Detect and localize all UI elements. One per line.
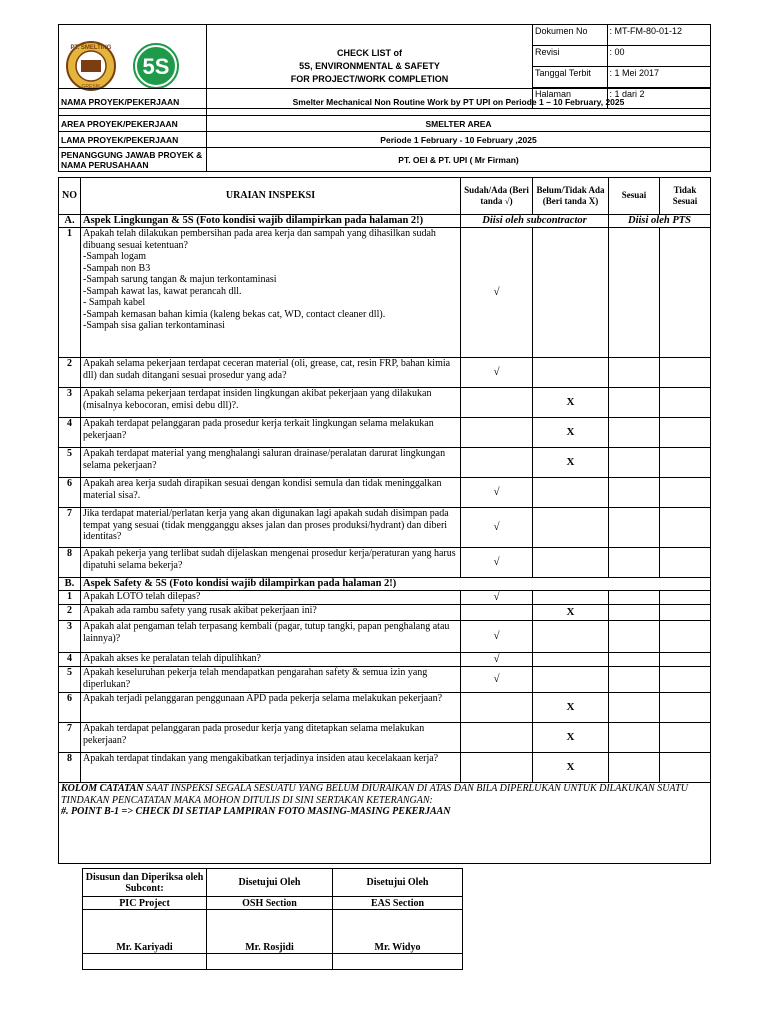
- sesuai-cell[interactable]: [609, 228, 660, 358]
- item-description: Apakah terdapat pelanggaran pada prosedur kerja terkait lingkungan selama melakukan pekerjaan?: [81, 418, 461, 448]
- table-row: [59, 693, 711, 723]
- notes-point: #. POINT B-1 => CHECK DI SETIAP LAMPIRAN FOTO MASING-MASING PEKERJAAN: [61, 806, 451, 817]
- item-description: Apakah telah dilakukan pembersihan pada area kerja dan sampah yang dihasilkan sudah dibuang sesuai ketentuan? -Sampah logam -Sampah non B3 -Sampah sarung tangan & majun terkontaminasi -Sampah kawat las, kawat perancah dll. - Sampah kabel -Sampah kemasan bahan kimia (kaleng bekas cat, WD, contact cleaner dll). -Sampah sisa galian terkontaminasi: [81, 228, 461, 358]
- table-row: [59, 508, 711, 548]
- project-name-value: Smelter Mechanical Non Routine Work by PT UPI on Periode 1 – 10 February, 2025: [207, 89, 711, 116]
- item-number: 3: [59, 388, 81, 418]
- item-description: Apakah area kerja sudah dirapikan sesuai dengan kondisi semula dan tidak meninggalkan material sisa?.: [81, 478, 461, 508]
- notes-lead: KOLOM CATATAN: [61, 783, 144, 794]
- belum-mark-cell[interactable]: [533, 228, 609, 358]
- col-header-belum: Belum/Tidak Ada (Beri tanda X): [533, 178, 609, 215]
- sesuai-cell[interactable]: [609, 621, 660, 653]
- issue-date-label: Tanggal Terbit: [533, 67, 607, 88]
- project-name-label: NAMA PROYEK/PEKERJAAN: [59, 89, 207, 116]
- sudah-mark-cell[interactable]: [461, 605, 533, 621]
- sig-col3-date[interactable]: [333, 954, 463, 970]
- item-number: 3: [59, 621, 81, 653]
- table-row: [59, 591, 711, 605]
- item-number: 5: [59, 667, 81, 693]
- item-description: Apakah selama pekerjaan terdapat insiden lingkungan akibat pekerjaan yang dilakukan (misalnya kebocoran, emisi debu dll)?.: [81, 388, 461, 418]
- col-header-no: NO: [59, 178, 81, 215]
- table-row: [59, 605, 711, 621]
- item-number: 6: [59, 693, 81, 723]
- tidak-sesuai-cell[interactable]: [660, 448, 711, 478]
- table-row: [59, 621, 711, 653]
- sudah-mark-cell[interactable]: √: [461, 508, 533, 548]
- section-a-letter: A.: [59, 215, 81, 228]
- tidak-sesuai-cell[interactable]: [660, 723, 711, 753]
- sudah-mark-cell[interactable]: √: [461, 591, 533, 605]
- sesuai-cell[interactable]: [609, 605, 660, 621]
- sesuai-cell[interactable]: [609, 723, 660, 753]
- item-number: 7: [59, 508, 81, 548]
- sig-col1-date[interactable]: [83, 954, 207, 970]
- item-number: 7: [59, 723, 81, 753]
- item-description: Apakah terdapat material yang menghalangi saluran drainase/peralatan darurat lingkungan selama pekerjaan?: [81, 448, 461, 478]
- item-description: Apakah pekerja yang terlibat sudah dijelaskan mengenai prosedur kerja/peraturan yang harus dipatuhi selama bekerja?: [81, 548, 461, 578]
- belum-mark-cell[interactable]: X: [533, 605, 609, 621]
- tidak-sesuai-cell[interactable]: [660, 753, 711, 783]
- sudah-mark-cell[interactable]: √: [461, 653, 533, 667]
- sig-col3-name[interactable]: Mr. Widyo: [333, 910, 463, 954]
- table-row: [59, 667, 711, 693]
- page-value: : 1 dari 2: [609, 89, 645, 99]
- svg-text:PT. SMELTING: PT. SMELTING: [70, 44, 112, 51]
- belum-mark-cell[interactable]: [533, 508, 609, 548]
- sig-col2-role: OSH Section: [207, 897, 333, 910]
- section-b-header: [59, 578, 711, 591]
- sig-col3-header: Disetujui Oleh: [333, 869, 463, 897]
- title-line-3: FOR PROJECT/WORK COMPLETION: [290, 74, 449, 84]
- item-description: Apakah selama pekerjaan terdapat ceceran material (oli, grease, cat, resin FRP, bahan kimia dll) dan sudah ditangani sesuai prosedur yang ada?: [81, 358, 461, 388]
- signature-table: [82, 868, 463, 970]
- sudah-mark-cell[interactable]: [461, 723, 533, 753]
- sudah-mark-cell[interactable]: √: [461, 228, 533, 358]
- tidak-sesuai-cell[interactable]: [660, 418, 711, 448]
- sig-col2-header: Disetujui Oleh: [207, 869, 333, 897]
- table-header-row: [59, 178, 711, 215]
- table-row: [59, 388, 711, 418]
- item-number: 8: [59, 548, 81, 578]
- project-duration-value: Periode 1 February - 10 February ,2025: [207, 132, 711, 148]
- item-number: 8: [59, 753, 81, 783]
- sesuai-cell[interactable]: [609, 388, 660, 418]
- sig-col2-name[interactable]: Mr. Rosjidi: [207, 910, 333, 954]
- table-row: [59, 418, 711, 448]
- sesuai-cell[interactable]: [609, 548, 660, 578]
- belum-mark-cell[interactable]: X: [533, 388, 609, 418]
- notes-text: SAAT INSPEKSI SEGALA SESUATU YANG BELUM DIURAIKAN DI ATAS DAN BILA DIPERLUKAN UNTUK DILAKUKAN SUATU TINDAKAN PENCATATAN MAKA MOHON DITULIS DI SINI SERTAKAN KETERANGAN:: [61, 783, 688, 806]
- revision-value: : 00: [607, 46, 710, 67]
- item-description: Apakah terdapat tindakan yang mengakibatkan terjadinya insiden atau kecelakaan kerja?: [81, 753, 461, 783]
- table-row: [59, 653, 711, 667]
- sudah-mark-cell[interactable]: √: [461, 548, 533, 578]
- col-header-sesuai: Sesuai: [609, 178, 660, 215]
- item-description: Apakah ada rambu safety yang rusak akibat pekerjaan ini?: [81, 605, 461, 621]
- item-number: 2: [59, 605, 81, 621]
- inspection-table: [58, 177, 711, 864]
- item-number: 1: [59, 228, 81, 358]
- project-duration-label: LAMA PROYEK/PEKERJAAN: [59, 132, 207, 148]
- item-description: Apakah keseluruhan pekerja telah mendapatkan pengarahan safety & semua izin yang diperlukan?: [81, 667, 461, 693]
- section-a-header: [59, 215, 711, 228]
- sudah-mark-cell[interactable]: [461, 448, 533, 478]
- table-row: [59, 358, 711, 388]
- table-row: [59, 723, 711, 753]
- sesuai-cell[interactable]: [609, 667, 660, 693]
- item-description: Apakah alat pengaman telah terpasang kembali (pagar, tutup tangki, papan penghalang atau lainnya)?: [81, 621, 461, 653]
- sesuai-cell[interactable]: [609, 591, 660, 605]
- item-number: 5: [59, 448, 81, 478]
- belum-mark-cell[interactable]: [533, 478, 609, 508]
- sudah-mark-cell[interactable]: √: [461, 621, 533, 653]
- sudah-mark-cell[interactable]: √: [461, 667, 533, 693]
- notes-row: [59, 783, 711, 864]
- belum-mark-cell[interactable]: X: [533, 418, 609, 448]
- belum-mark-cell[interactable]: X: [533, 753, 609, 783]
- belum-mark-cell[interactable]: [533, 358, 609, 388]
- table-row: [59, 228, 711, 358]
- belum-mark-cell[interactable]: X: [533, 448, 609, 478]
- item-number: 4: [59, 418, 81, 448]
- belum-mark-cell[interactable]: [533, 591, 609, 605]
- sesuai-cell[interactable]: [609, 448, 660, 478]
- item-number: 4: [59, 653, 81, 667]
- smelting-logo-icon: [67, 42, 115, 90]
- section-b-letter: B.: [59, 578, 81, 591]
- project-area-value: SMELTER AREA: [207, 116, 711, 132]
- sesuai-cell[interactable]: [609, 693, 660, 723]
- sudah-mark-cell[interactable]: √: [461, 358, 533, 388]
- sig-col1-header: Disusun dan Diperiksa oleh Subcont:: [83, 869, 207, 897]
- svg-text:5S: 5S: [142, 53, 170, 79]
- item-description: Apakah terjadi pelanggaran penggunaan APD pada pekerja selama melakukan pekerjaan?: [81, 693, 461, 723]
- col-header-tidak-sesuai: Tidak Sesuai: [660, 178, 711, 215]
- tidak-sesuai-cell[interactable]: [660, 548, 711, 578]
- tidak-sesuai-cell[interactable]: [660, 693, 711, 723]
- item-description: Apakah akses ke peralatan telah dipulihkan?: [81, 653, 461, 667]
- project-responsible-label: PENANGGUNG JAWAB PROYEK & NAMA PERUSAHAAN: [59, 148, 207, 172]
- notes-cell[interactable]: [59, 783, 711, 864]
- sudah-mark-cell[interactable]: √: [461, 478, 533, 508]
- project-info-table: [58, 88, 711, 172]
- tidak-sesuai-cell[interactable]: [660, 478, 711, 508]
- sesuai-cell[interactable]: [609, 508, 660, 548]
- sesuai-cell[interactable]: [609, 653, 660, 667]
- tidak-sesuai-cell[interactable]: [660, 228, 711, 358]
- tidak-sesuai-cell[interactable]: [660, 591, 711, 605]
- tidak-sesuai-cell[interactable]: [660, 358, 711, 388]
- item-description: Apakah terdapat pelanggaran pada prosedur kerja yang ditetapkan selama melakukan pekerjaan?: [81, 723, 461, 753]
- sig-col2-date[interactable]: [207, 954, 333, 970]
- item-description: Apakah LOTO telah dilepas?: [81, 591, 461, 605]
- sesuai-cell[interactable]: [609, 753, 660, 783]
- project-area-label: AREA PROYEK/PEKERJAAN: [59, 116, 207, 132]
- sig-col3-role: EAS Section: [333, 897, 463, 910]
- tidak-sesuai-cell[interactable]: [660, 508, 711, 548]
- col-header-uraian: URAIAN INSPEKSI: [81, 178, 461, 215]
- sesuai-cell[interactable]: [609, 358, 660, 388]
- belum-mark-cell[interactable]: [533, 548, 609, 578]
- doc-number-value: : MT-FM-80-01-12: [607, 25, 710, 46]
- item-number: 2: [59, 358, 81, 388]
- sig-col1-role: PIC Project: [83, 897, 207, 910]
- table-row: [59, 548, 711, 578]
- 5s-logo-icon: [132, 42, 180, 90]
- revision-label: Revisi: [533, 46, 607, 67]
- belum-mark-cell[interactable]: [533, 653, 609, 667]
- doc-number-label: Dokumen No: [533, 25, 607, 46]
- sesuai-cell[interactable]: [609, 418, 660, 448]
- tidak-sesuai-cell[interactable]: [660, 605, 711, 621]
- section-b-items: [59, 591, 711, 783]
- table-row: [59, 478, 711, 508]
- sudah-mark-cell[interactable]: [461, 693, 533, 723]
- section-a-title: Aspek Lingkungan & 5S (Foto kondisi wajib dilampirkan pada halaman 2!): [81, 215, 461, 228]
- sudah-mark-cell[interactable]: [461, 753, 533, 783]
- section-a-filled-sub: Diisi oleh subcontractor: [461, 215, 609, 228]
- project-responsible-value: PT. OEI & PT. UPI ( Mr Firman): [207, 148, 711, 172]
- belum-mark-cell[interactable]: [533, 667, 609, 693]
- sudah-mark-cell[interactable]: [461, 418, 533, 448]
- sesuai-cell[interactable]: [609, 478, 660, 508]
- sudah-mark-cell[interactable]: [461, 388, 533, 418]
- table-row: [59, 753, 711, 783]
- item-description: Jika terdapat material/perlatan kerja yang akan digunakan lagi apakah sudah disimpan pada tempat yang sesuai (tidak mengganggu akses jalan dan proses produksi/hydrant) dan diberi identitas?: [81, 508, 461, 548]
- table-row: [59, 448, 711, 478]
- company-logos: [61, 36, 201, 96]
- tidak-sesuai-cell[interactable]: [660, 388, 711, 418]
- tidak-sesuai-cell[interactable]: [660, 667, 711, 693]
- section-a-items: [59, 228, 711, 578]
- title-line-1: CHECK LIST of: [337, 48, 402, 58]
- belum-mark-cell[interactable]: X: [533, 693, 609, 723]
- belum-mark-cell[interactable]: [533, 621, 609, 653]
- col-header-sudah: Sudah/Ada (Beri tanda √): [461, 178, 533, 215]
- section-a-filled-pts: Diisi oleh PTS: [609, 215, 711, 228]
- svg-text:GRESIK: GRESIK: [81, 83, 101, 90]
- issue-date-value: : 1 Mei 2017: [607, 67, 710, 88]
- item-number: 1: [59, 591, 81, 605]
- tidak-sesuai-cell[interactable]: [660, 621, 711, 653]
- title-line-2: 5S, ENVIRONMENTAL & SAFETY: [299, 61, 440, 71]
- belum-mark-cell[interactable]: X: [533, 723, 609, 753]
- item-number: 6: [59, 478, 81, 508]
- sig-col1-name[interactable]: Mr. Kariyadi: [83, 910, 207, 954]
- tidak-sesuai-cell[interactable]: [660, 653, 711, 667]
- page-label: Halaman: [533, 88, 607, 109]
- section-b-title: Aspek Safety & 5S (Foto kondisi wajib dilampirkan pada halaman 2!): [81, 578, 711, 591]
